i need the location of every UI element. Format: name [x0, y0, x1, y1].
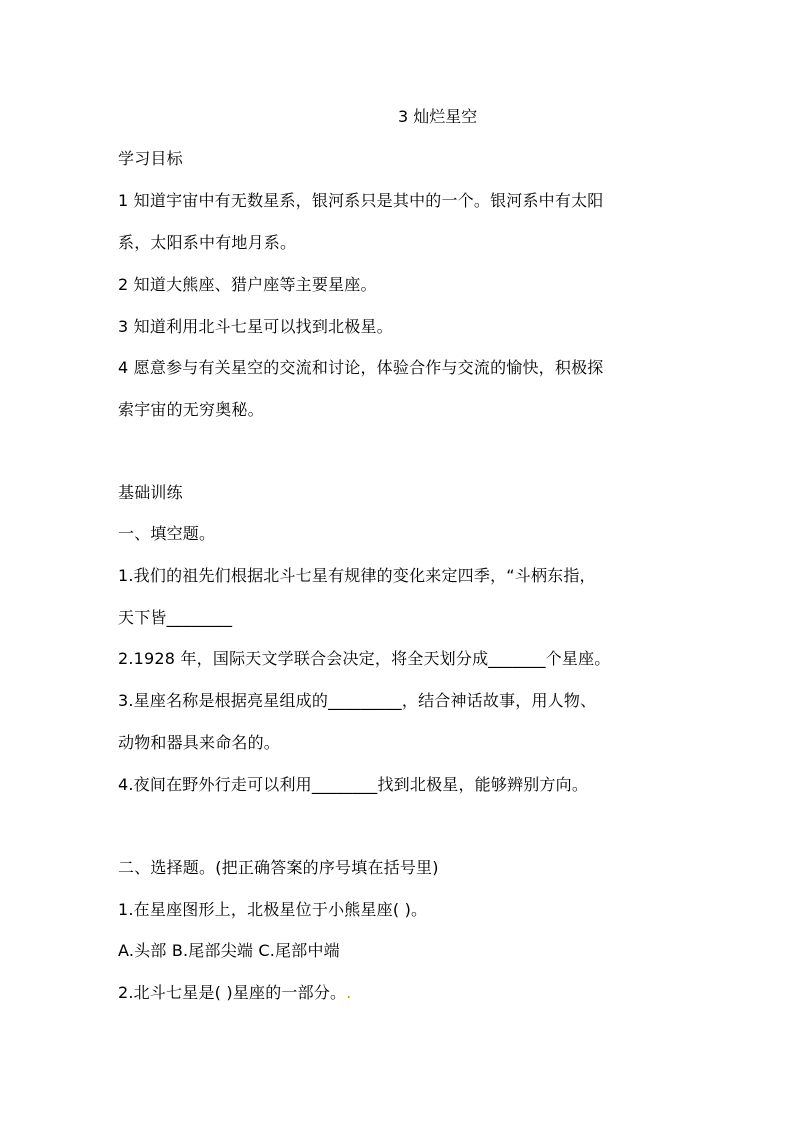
choice-question-2	[118, 982, 352, 1004]
fill-in-heading: 一、填空题。	[118, 524, 216, 543]
section-heading-training: 基础训练	[118, 483, 183, 502]
choice-question-2-text: 2.北斗七星是( )星座的一部分。	[118, 983, 347, 1002]
objective-line-3: 3 知道利用北斗七星可以找到北极星。	[118, 317, 393, 336]
choice-question-1: 1.在星座图形上，北极星位于小熊星座( )。	[118, 900, 428, 919]
choice-question-1-options: A.头部 B.尾部尖端 C.尾部中端	[118, 941, 340, 960]
section-heading-objectives: 学习目标	[118, 149, 183, 168]
objective-line-4-cont: 索宇宙的无穷奥秘。	[118, 400, 264, 419]
objective-line-2: 2 知道大熊座、猎户座等主要星座。	[118, 275, 377, 294]
fill-question-1: 1.我们的祖先们根据北斗七星有规律的变化来定四季，“斗柄东指，	[118, 566, 596, 585]
objective-line-4: 4 愿意参与有关星空的交流和讨论，体验合作与交流的愉快，积极探	[118, 358, 604, 377]
objective-line-1: 1 知道宇宙中有无数星系，银河系只是其中的一个。银河系中有太阳	[118, 191, 604, 210]
fill-question-4: 4.夜间在野外行走可以利用________找到北极星，能够辨别方向。	[118, 775, 589, 794]
fill-question-3-cont: 动物和器具来命名的。	[118, 733, 281, 752]
trailing-mark: .	[346, 983, 352, 1002]
objective-line-1-cont: 系，太阳系中有地月系。	[118, 233, 297, 252]
document-title: 3 灿烂星空	[398, 107, 478, 126]
choice-heading: 二、选择题。(把正确答案的序号填在括号里)	[118, 858, 439, 877]
fill-question-2: 2.1928 年，国际天文学联合会决定，将全天划分成_______个星座。	[118, 649, 611, 668]
fill-question-3: 3.星座名称是根据亮星组成的_________，结合神话故事，用人物、	[118, 691, 597, 710]
fill-question-1-cont: 天下皆________	[118, 608, 233, 627]
